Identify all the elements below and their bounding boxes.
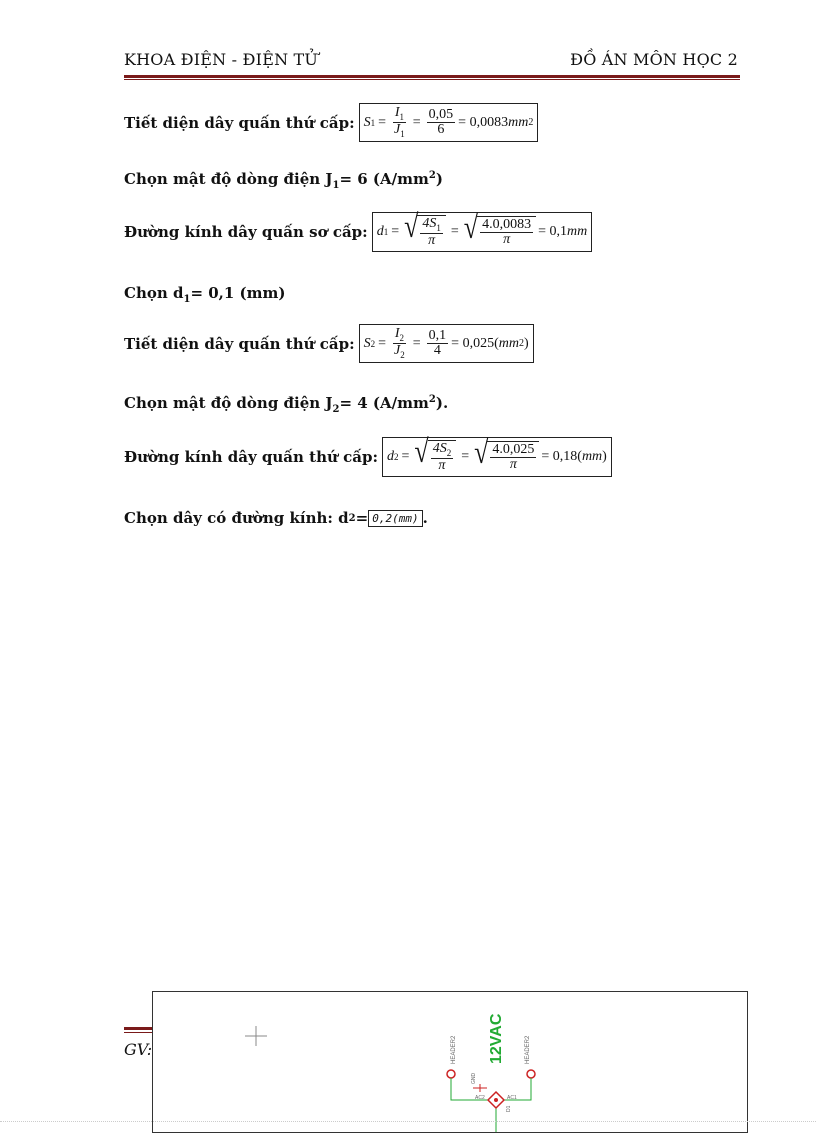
line-section-area-secondary-2: Tiết diện dây quấn thứ cấp: S 2 = $\frac{I_2}{J_2}$ = $\frac{0,1}{4}$ = 0,025( mm 2 ) [124, 324, 534, 363]
schematic-frame [152, 991, 748, 1133]
header-right: ĐỒ ÁN MÔN HỌC 2 [570, 50, 738, 69]
line-label: Tiết diện dây quấn thứ cấp: [124, 113, 355, 132]
line-choose-d1: Chọn $d_1= 0,1$ (mm) [124, 284, 286, 305]
formula-box-3: S 2 = $\frac{I_2}{J_2}$ = $\frac{0,1}{4}$ = 0,025( mm 2 ) [359, 324, 534, 363]
header-left: KHOA ĐIỆN - ĐIỆN TỬ [124, 50, 319, 69]
crosshair-icon [245, 1026, 267, 1046]
line-current-density-1: Chọn mật độ dòng điện $J_1= 6$ $(A/mm^2)$ [124, 170, 443, 191]
footer-gv: GV: [124, 1040, 153, 1059]
label-12vac: 12VAC [488, 1013, 505, 1064]
line-diameter-primary: Đường kính dây quấn sơ cấp: d 1 = √ $\frac{4S_1}{\pi}$ = √ $\frac{4.0,0083}{\pi}$ = 0,1 mm [124, 212, 592, 252]
choice-box: 0,2(mm) [368, 510, 422, 527]
schematic-drawing [153, 992, 747, 1132]
formula-box-1: S 1 = $\frac{I_1}{J_1}$ = $\frac{0,05}{6}$ = 0,0083 mm 2 [359, 103, 539, 142]
label-ac1: AC1 [507, 1095, 517, 1101]
line-diameter-secondary: Đường kính dây quấn thứ cấp: d 2 = √ $\frac{4S_2}{\pi}$ = √ $\frac{4.0,025}{\pi}$ = 0,18( mm ) [124, 437, 612, 477]
formula-box-2: d 1 = √ $\frac{4S_1}{\pi}$ = √ $\frac{4.0,0083}{\pi}$ = 0,1 mm [372, 212, 593, 252]
header-rule [124, 75, 740, 78]
formula-box-4: d 2 = √ $\frac{4S_2}{\pi}$ = √ $\frac{4.0,025}{\pi}$ = 0,18( mm ) [382, 437, 612, 477]
label-ac2: AC2 [475, 1095, 485, 1101]
pin-left [447, 1070, 455, 1078]
header-rule-thin [124, 79, 740, 80]
pin-right [527, 1070, 535, 1078]
line-current-density-2: Chọn mật độ dòng điện $J_2= 4$ $(A/mm^2)$. [124, 394, 449, 415]
line-choose-d2: Chọn dây có đường kính: d 2 = 0,2(mm) . [124, 509, 428, 527]
page-edge [0, 1121, 816, 1122]
label-connector-right: HEADER2 [525, 1035, 531, 1064]
label-gnd: GND [471, 1072, 477, 1084]
wires [451, 1078, 531, 1132]
label-connector-left: HEADER2 [451, 1035, 457, 1064]
label-d1: D1 [506, 1105, 512, 1112]
line-section-area-secondary-1 [124, 103, 538, 142]
